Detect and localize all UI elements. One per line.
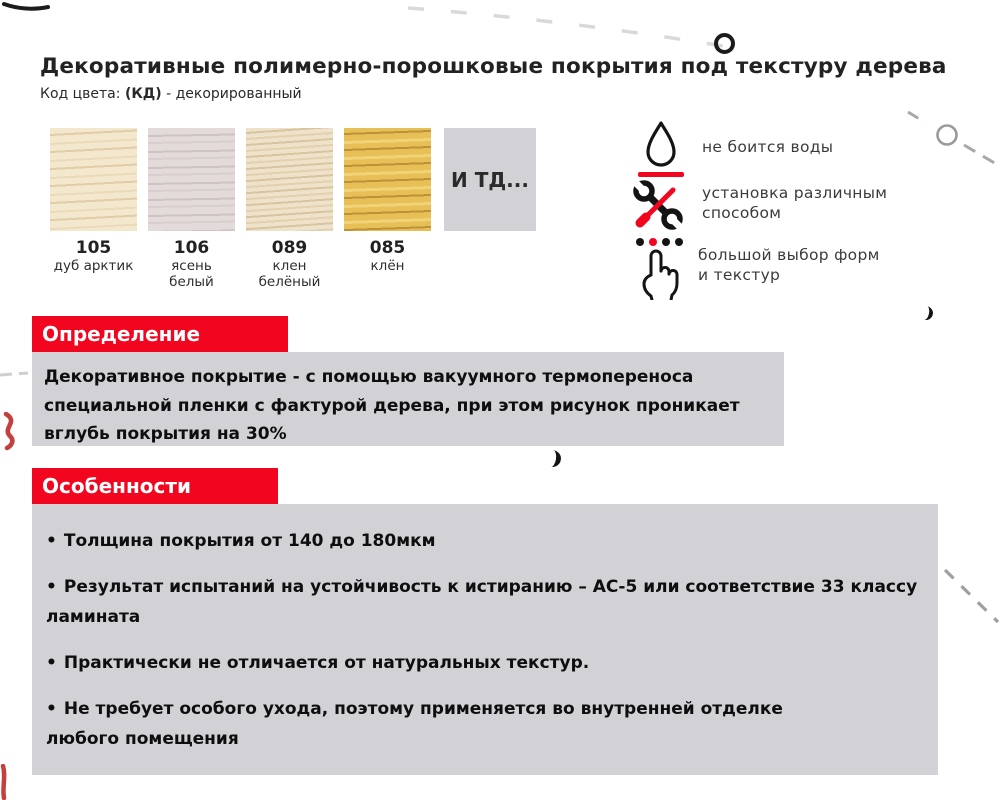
red-corner-stroke-decoration bbox=[0, 764, 10, 800]
page-title: Декоративные полимерно-порошковые покрытия под текстуру дерева bbox=[40, 54, 947, 79]
wrench-screwdriver-icon bbox=[633, 180, 683, 230]
swatch-code: 085 bbox=[369, 238, 406, 258]
bullet-dot: • bbox=[46, 699, 57, 719]
wood-swatch-105 bbox=[50, 128, 137, 231]
dot bbox=[675, 238, 683, 246]
etc-placeholder-box bbox=[444, 128, 536, 231]
red-dot bbox=[649, 238, 657, 246]
features-heading: Особенности bbox=[32, 468, 278, 504]
benefit-install-label: установка различным способом bbox=[702, 184, 888, 222]
dot bbox=[636, 238, 644, 246]
swatch-name: дуб арктик bbox=[53, 258, 134, 274]
definition-panel bbox=[32, 352, 784, 446]
definition-line: специальной пленки с фактурой дерева, при этом рисунок проникает bbox=[44, 395, 740, 416]
feature-item: • Результат испытаний на устойчивость к истиранию – АС-5 или соответствие 33 классу ламината bbox=[46, 572, 928, 632]
swatch-code: 106 bbox=[173, 238, 210, 258]
feature-item: • Толщина покрытия от 140 до 180мкм bbox=[46, 526, 928, 556]
etc-label: И ТД... bbox=[451, 167, 529, 192]
swatch-label bbox=[344, 238, 431, 274]
red-squiggle-decoration bbox=[1, 412, 27, 452]
corner-swoosh-decoration bbox=[0, 0, 52, 14]
definition-line: Декоративное покрытие - с помощью вакуумного термопереноса bbox=[44, 367, 694, 387]
definition-line: вглубь покрытия на 30% bbox=[44, 424, 287, 444]
wood-swatch-089 bbox=[246, 128, 333, 231]
swatch-code: 105 bbox=[75, 238, 112, 258]
benefit-choice-label: большой выбор форм и текстур bbox=[698, 246, 880, 284]
water-drop-icon bbox=[641, 120, 681, 170]
swatch-label bbox=[246, 238, 333, 290]
swatch-label bbox=[148, 238, 235, 290]
comma-decoration bbox=[542, 449, 562, 468]
comma-decoration bbox=[917, 305, 935, 322]
hand-pointing-icon bbox=[636, 248, 682, 300]
bullet-dot: • bbox=[46, 531, 57, 551]
swatch-name: клен белёный bbox=[258, 258, 321, 290]
color-code-subtitle bbox=[40, 86, 302, 102]
red-underline-decoration bbox=[638, 172, 684, 177]
swatch-code: 089 bbox=[271, 238, 308, 258]
subtitle-prefix: Код цвета: bbox=[40, 86, 125, 102]
wood-swatch-085 bbox=[344, 128, 431, 231]
feature-item: • Не требует особого ухода, поэтому применяется во внутренней отделке любого помещения bbox=[46, 694, 928, 754]
benefit-water-label: не боится воды bbox=[702, 138, 834, 156]
swatch-label bbox=[50, 238, 137, 274]
bottom-right-dashes-decoration bbox=[940, 564, 1000, 634]
swatch-name: клён bbox=[370, 258, 405, 274]
left-dashes-decoration bbox=[0, 370, 30, 382]
features-panel bbox=[32, 504, 938, 775]
dashed-circle-decoration bbox=[900, 104, 1000, 168]
dot bbox=[662, 238, 670, 246]
feature-item: • Практически не отличается от натуральных текстур. bbox=[46, 648, 928, 678]
subtitle-suffix: - декорированный bbox=[161, 86, 302, 102]
definition-heading: Определение bbox=[32, 316, 288, 352]
wood-swatch-106 bbox=[148, 128, 235, 231]
subtitle-code: (КД) bbox=[124, 86, 162, 102]
bullet-dot: • bbox=[46, 577, 57, 597]
dashed-arc-decoration bbox=[405, 2, 735, 52]
donut-dot-decoration bbox=[714, 33, 735, 54]
swatch-name: ясень белый bbox=[169, 258, 214, 290]
bullet-dot: • bbox=[46, 653, 57, 673]
